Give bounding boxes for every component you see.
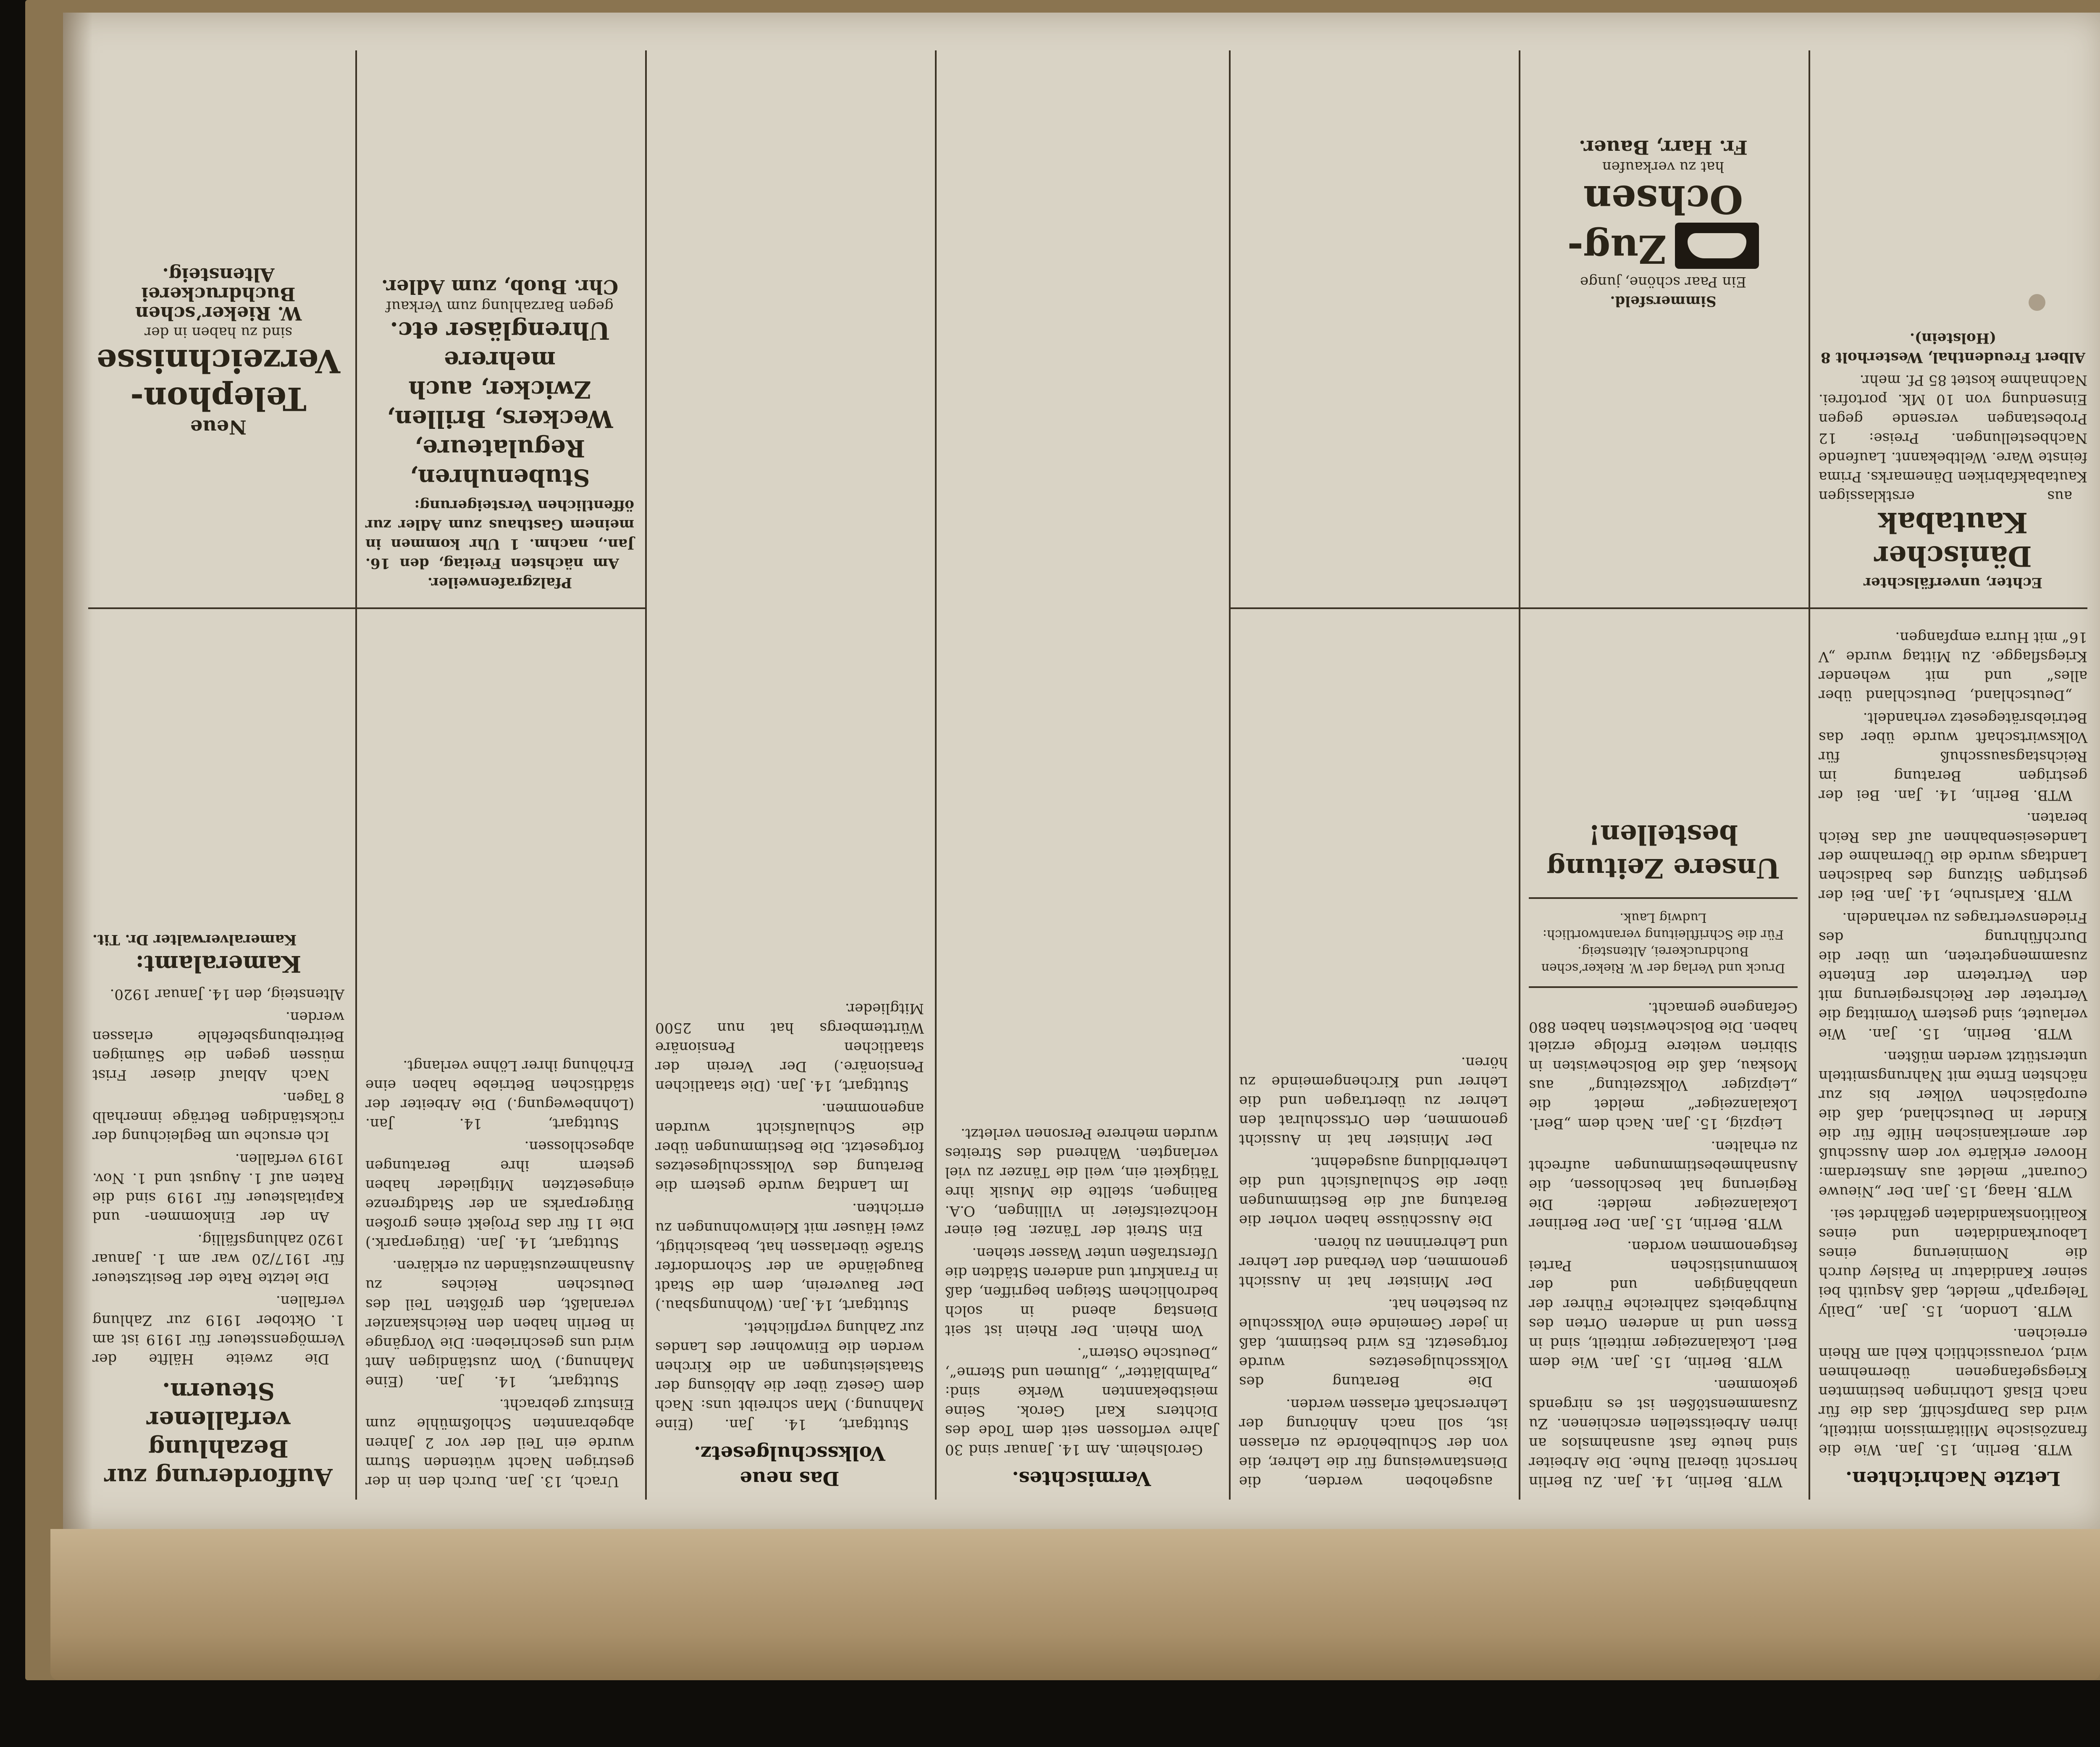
page-blemish	[2029, 294, 2045, 311]
column-news-6	[365, 1053, 634, 1491]
tobacco-text: aus erstklassigen Kautabakfabriken Dänemarks. Prima feinste Ware. Weltbekannt. Laufende Nachbestellungen. Preise: 12 Probestangen versende gegen Einsendung von 10 Mk. portofrei. Nachnahme kostet 85 Pf. mehr.	[1819, 372, 2087, 504]
auction-place: Pfalzgrafenweiler.	[427, 574, 572, 591]
oxen-place: Simmersfeld.	[1610, 293, 1717, 310]
column-tax-notice	[92, 930, 344, 1491]
column-rule	[1809, 50, 1810, 1500]
ad-band-rule	[1231, 607, 2087, 609]
notice-signature: Kameralverwalter Dr. Tit.	[92, 931, 297, 948]
telephone-title: Telephon-Verzeichnisse	[96, 342, 341, 418]
subscribe-headline: Unsere Zeitung bestellen!	[1546, 819, 1780, 884]
auction-items: Stubenuhren, Regulateure, Weckers, Brillen, Zwicker, auch mehrere Uhrengläser etc.	[386, 317, 613, 491]
news-paragraph: „Deutschland, Deutschland über alles“ und mit wehender Kriegsflagge. Zu Mittag wurde „V 16“ mit Hurra empfangen.	[1819, 629, 2087, 704]
news-paragraph: Urach, 13. Jan. Durch den in der gestrigen Nacht wütenden Sturm wurde ein Teil der vor 2 Jahren abgebrannten Schloßmühle zum Einsturz gebracht.	[365, 1396, 634, 1490]
column-miscellany	[945, 1121, 1218, 1491]
auction-terms: gegen Barzahlung zum Verkauf	[386, 298, 614, 315]
notice-paragraph: Nach Ablauf dieser Frist müssen gegen die Säumigen Beitreibungsbefehle erlassen werden.	[92, 1009, 344, 1083]
news-paragraph: WTB. Berlin, 15. Jan. Der Berliner Lokalanzeiger meldet: Die Regierung hat beschlossen, die Ausnahmebestimmungen aufrecht zu erhalten.	[1529, 1138, 1798, 1232]
auction-signature: Chr. Buob, zum Adler.	[381, 276, 619, 298]
oxen-title: Zug-Ochsen	[1567, 176, 1743, 272]
news-paragraph: Stuttgart, 14. Jan. (Die staatlichen Pensionäre.) Der Verein der staatlichen Pensionäre Württembergs hat nun 2500 Mitglieder.	[655, 1000, 924, 1094]
column-rule	[1229, 50, 1231, 1500]
news-paragraph: WTB. Berlin, 15. Jan. Wie die französische Militärmission mitteilt, wird das Dampfschiff, das die für nach Elsaß Lothringen bestimmten Kriegsgefangenen übernehmen wird, voraussichtlich Kehl am Rhein erreichen.	[1819, 1325, 2087, 1458]
news-paragraph: ausgehoben werden, die Dienstanweisung für die Lehrer, die von der Schulbehörde zu erlassen ist, soll nach Anhörung der Lehrerschaft erlassen werden.	[1239, 1396, 1508, 1490]
column-news-2	[1529, 817, 1798, 1491]
news-paragraph: Gerolsheim. Am 14. Januar sind 30 Jahre verflossen seit dem Tode des Dichters Karl Gerok. Seine meistbekannten Werke sind: „Palmblätter“, „Blumen und Sterne“, „Deutsche Ostern“.	[945, 1345, 1218, 1458]
column-news-3	[1239, 1049, 1508, 1491]
news-paragraph: Stuttgart, 14. Jan. (Lohnbewegung.) Die Arbeiter der städtischen Betriebe haben eine Erhöhung ihrer Löhne verlangt.	[365, 1057, 634, 1132]
column-rule	[355, 50, 357, 1500]
column-rule	[645, 50, 647, 1500]
section-rule	[1529, 897, 1798, 899]
ad-auction	[365, 277, 634, 592]
news-paragraph: WTB. Berlin, 15. Jan. Wie verlautet, sind gestern Vormittag die Vertreter der Reichsregierung mit den Vertretern der Entente zusammengetreten, um über die Durchführung des Friedensvertrages zu verhandeln.	[1819, 909, 2087, 1042]
column-rule	[935, 50, 937, 1500]
notice-paragraph: Die letzte Rate der Besitzsteuer für 1917/20 war am 1. Januar 1920 zahlungsfällig.	[92, 1231, 344, 1287]
notice-paragraph: An der Einkommen- und Kapitalsteuer für 1919 sind die Raten auf 1. August und 1. Nov. 1919 verfallen.	[92, 1151, 344, 1225]
telephone-sub: sind zu haben in der	[144, 324, 292, 341]
news-paragraph: Im Landtag wurde gestern die Beratung des Volksschulgesetzes fortgesetzt. Die Bestimmungen über die Schulaufsicht wurden angenommen.	[655, 1100, 924, 1194]
news-paragraph: Stuttgart, 14. Jan. (Eine Mahnung.) Man schreibt uns: Nach dem Gesetz über die Ablösung der Staatsleistungen an die Kirchen werden die Einwohner des Landes zur Zahlung verpflichtet.	[655, 1319, 924, 1433]
imprint-line: Druck und Verlag der W. Rieker’schen Buchdruckerei, Altensteig.	[1541, 944, 1785, 975]
news-paragraph: WTB. London, 15. Jan. „Daily Telegraph“ meldet, daß Asquith bei seiner Kandidatur in Paisley durch die Nominierung eines Labourkandidaten und eines Koalitionskandidaten gefährdet sei.	[1819, 1206, 2087, 1319]
news-paragraph: WTB. Berlin, 14. Jan. Zu Berlin herrscht überall Ruhe. Die Arbeiter sind heute fast ausnahmslos an ihren Arbeitsstellen erschienen. Zu Zusammenstößen ist es nirgends gekommen.	[1529, 1377, 1798, 1490]
ad-telephone-directory	[92, 265, 344, 437]
oxen-text: Ein Paar schöne, junge	[1580, 273, 1747, 290]
book-bottom-edge	[50, 1529, 2100, 1680]
news-paragraph: Der Minister hat in Aussicht genommen, den Verband der Lehrer und Lehrerinnen zu hören.	[1239, 1235, 1508, 1290]
news-paragraph: Stuttgart, 14. Jan. (Wohnungsbau.) Der Bauverein, dem die Stadt Baugelände an der Schorndorfer Straße überlassen hat, beabsichtigt, zwei Häuser mit Kleinwohnungen zu errichten.	[655, 1200, 924, 1314]
news-paragraph: WTB. Karlsruhe, 14. Jan. Bei der gestrigen Sitzung des badischen Landtags wurde die Übernahme der Landeseisenbahnen auf das Reich beraten.	[1819, 809, 2087, 904]
tobacco-title: Dänischer Kautabak	[1874, 506, 2032, 573]
news-paragraph: Der Minister hat in Aussicht genommen, den Ortsschulrat den Lehrer zu übertragen und die Lehrer und Kirchengemeinde zu hören.	[1239, 1054, 1508, 1148]
news-paragraph: Die Ausschüsse haben vorher die Beratung auf die Bestimmungen über die Schulaufsicht und die Lehrerbildung ausgedehnt.	[1239, 1154, 1508, 1229]
imprint-editor: Für die Schriftleitung verantwortlich: Ludwig Lauk.	[1542, 910, 1784, 942]
telephone-shop: W. Rieker’schen Buchdruckerei Altensteig.	[135, 264, 302, 324]
news-paragraph: Stuttgart, 14. Jan. (Eine Mahnung.) Vom zuständigen Amt wird uns geschrieben: Die Vorgänge in Berlin haben den Reichskanzler veranlaßt, den größten Teil des Deutschen Reiches zu Ausnahmezuständen zu erklären.	[365, 1257, 634, 1390]
tax-notice-title: Aufforderung zur Bezahlung verfallener Steuern.	[104, 1377, 333, 1491]
news-paragraph: Ein Streit der Tänzer. Bei einer Hochzeitsfeier in Villingen, O.A. Balingen, stellte die Musik ihre Tätigkeit ein, weil die Tänzer zu viel verlangten. Während des Streites wurden mehrere Personen verletzt.	[945, 1125, 1218, 1239]
telephone-new: Neue	[190, 416, 247, 439]
school-law-heading: Das neue Volksschulgesetz.	[694, 1442, 885, 1490]
ad-band-rule	[88, 607, 647, 609]
news-paragraph: Leipzig, 15. Jan. Nach dem „Berl. Lokalanzeiger“ meldet die „Leipziger Volkszeitung“ aus Moskau, daß die Bolschewisten in Sibirien weitere Erfolge erzielt haben. Die Bolschewisten haben 880 Gefangene gemacht.	[1529, 999, 1798, 1132]
ad-oxen	[1529, 138, 1798, 311]
news-paragraph: Vom Rhein. Der Rhein ist seit Dienstag abend in solch bedrohlichem Steigen begriffen, daß in Frankfurt und anderen Städten die Uferstraßen unter Wasser stehen.	[945, 1245, 1218, 1339]
column-school-law	[655, 996, 924, 1491]
ox-icon	[1675, 223, 1759, 269]
news-paragraph: WTB. Berlin, 14. Jan. Bei der gestrigen Beratung im Reichstagsausschuß für Volkswirtschaft wurde über das Betriebsrätegesetz verhandelt.	[1819, 709, 2087, 804]
auction-text: Am nächsten Freitag, den 16. Jan., nachm. 1 Uhr kommen in meinem Gasthaus zum Adler zur öffentlichen Versteigerung:	[365, 497, 634, 572]
ad-tobacco	[1819, 328, 2087, 592]
miscellany-heading: Vermischtes.	[1012, 1467, 1151, 1490]
notice-date: Altensteig, den 14. Januar 1920.	[110, 986, 344, 1003]
tobacco-signature: Albert Freudenthal, Westerholt 8 (Holstein).	[1820, 330, 2086, 366]
news-paragraph: WTB. Haag, 15. Jan. Der „Nieuwe Courant“ meldet aus Amsterdam: Hoover erklärte vor dem Ausschuß der amerikanischen Hilfe für die Kinder in Deutschland, daß die europäischen Völker bis zur nächsten Ernte mit Nahrungsmitteln unterstützt werden müßten.	[1819, 1048, 2087, 1200]
oxen-signature: Fr. Harr, Bauer.	[1579, 136, 1748, 159]
oxen-sub: hat zu verkaufen	[1602, 158, 1725, 175]
page-gutter	[63, 13, 92, 1529]
tobacco-pretitle: Echter, unverfälschter	[1864, 574, 2042, 591]
notice-paragraph: Die zweite Hälfte der Vermögenssteuer für 1919 ist am 1. Oktober 1919 zur Zahlung verfallen.	[92, 1293, 344, 1367]
section-rule	[1529, 986, 1798, 988]
notice-office: Kameralamt:	[135, 951, 302, 977]
column-rule	[1519, 50, 1520, 1500]
news-paragraph: Stuttgart, 14. Jan. (Bürgerpark.) Die 11 für das Projekt eines großen Bürgerparks an der Stadtgrenze eingesetzten Mitglieder haben gestern ihre Beratungen abgeschlossen.	[365, 1138, 634, 1251]
news-paragraph: WTB. Berlin, 15. Jan. Wie dem Berl. Lokalanzeiger mitteilt, sind in Essen und in anderen Orten des Ruhrgebiets zahlreiche Führer der unabhängigen und der kommunistischen Partei festgenommen worden.	[1529, 1238, 1798, 1371]
newspaper-page	[63, 13, 2100, 1529]
notice-paragraph: Ich ersuche um Begleichung der rückständigen Beträge innerhalb 8 Tagen.	[92, 1089, 344, 1145]
latest-news-heading: Letzte Nachrichten.	[1845, 1467, 2061, 1490]
column-latest-news	[1819, 624, 2087, 1491]
news-paragraph: Die Beratung des Volksschulgesetzes wurde fortgesetzt. Es wird bestimmt, daß in jeder Gemeinde eine Volksschule zu bestehen hat.	[1239, 1296, 1508, 1390]
